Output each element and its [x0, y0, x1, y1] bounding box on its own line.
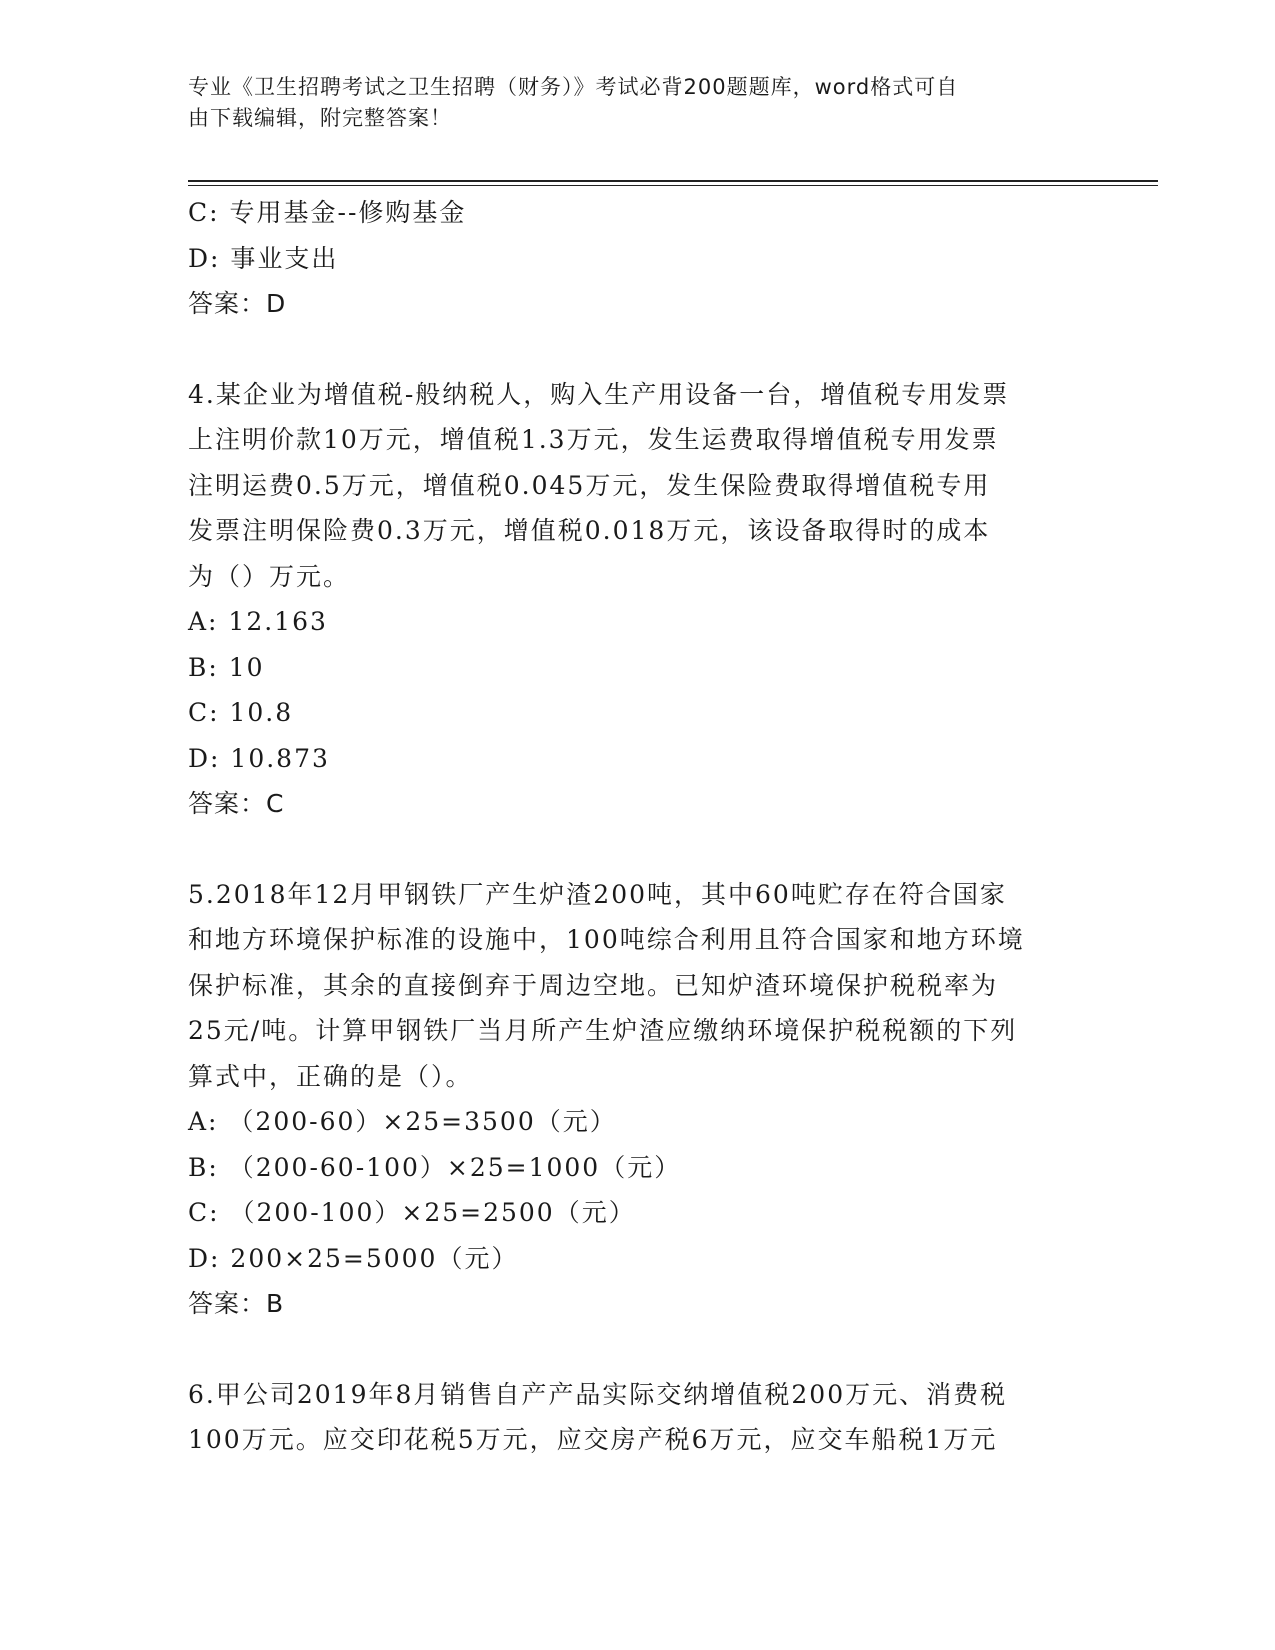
answer-line: 答案：D: [188, 289, 287, 318]
question-text-line: 保护标准，其余的直接倒弃于周边空地。已知炉渣环境保护税税率为: [188, 970, 999, 1000]
document-header: [188, 72, 1068, 134]
answer-line: 答案：B: [188, 1289, 285, 1318]
prev-question-tail: [188, 190, 1088, 327]
header-line-2: 由下载编辑，附完整答案！: [188, 106, 452, 130]
question-text-line: 算式中，正确的是（）。: [188, 1061, 473, 1091]
option-c: C: 专用基金--修购基金: [188, 198, 467, 227]
question-text-line: 注明运费0.5万元，增值税0.045万元，发生保险费取得增值税专用: [188, 470, 991, 500]
question-text-line: 6.甲公司2019年8月销售自产产品实际交纳增值税200万元、消费税: [188, 1379, 1008, 1409]
spacer: [188, 327, 1088, 372]
spacer: [188, 1327, 1088, 1372]
question-text-line: 发票注明保险费0.3万元，增值税0.018万元，该设备取得时的成本: [188, 516, 991, 545]
option-b: B: 10: [188, 652, 265, 682]
question-text-line: 为（）万元。: [188, 561, 351, 591]
answer-line: 答案：C: [188, 789, 285, 818]
question-text-line: 100万元。应交印花税5万元，应交房产税6万元，应交车船税1万元: [188, 1425, 998, 1454]
question-text-line: 4.某企业为增值税-般纳税人，购入生产用设备一台，增值税专用发票: [188, 379, 1010, 409]
option-d: D: 事业支出: [188, 243, 339, 273]
question-4: [188, 372, 1088, 827]
document-body: [188, 190, 1088, 1463]
option-c: C: 10.8: [188, 698, 294, 727]
question-5: [188, 872, 1088, 1327]
option-d: D: 200×25=5000（元）: [188, 1243, 519, 1273]
question-text-line: 5.2018年12月甲钢铁厂产生炉渣200吨，其中60吨贮存在符合国家: [188, 879, 1007, 909]
header-rule-thick: [188, 180, 1158, 182]
option-a: A: 12.163: [188, 607, 328, 636]
option-d: D: 10.873: [188, 743, 330, 773]
question-text-line: 和地方环境保护标准的设施中，100吨综合利用且符合国家和地方环境: [188, 925, 1025, 954]
option-c: C: （200-100）×25=2500（元）: [188, 1198, 636, 1227]
question-6: [188, 1372, 1088, 1463]
header-line-1: 专业《卫生招聘考试之卫生招聘（财务）》考试必背200题题库，word格式可自: [188, 75, 959, 99]
question-text-line: 25元/吨。计算甲钢铁厂当月所产生炉渣应缴纳环境保护税税额的下列: [188, 1016, 1018, 1045]
question-text-line: 上注明价款10万元，增值税1.3万元，发生运费取得增值税专用发票: [188, 425, 999, 454]
option-a: A: （200-60）×25=3500（元）: [188, 1107, 617, 1136]
option-b: B: （200-60-100）×25=1000（元）: [188, 1152, 682, 1182]
header-rule-thin: [188, 185, 1158, 186]
spacer: [188, 827, 1088, 872]
